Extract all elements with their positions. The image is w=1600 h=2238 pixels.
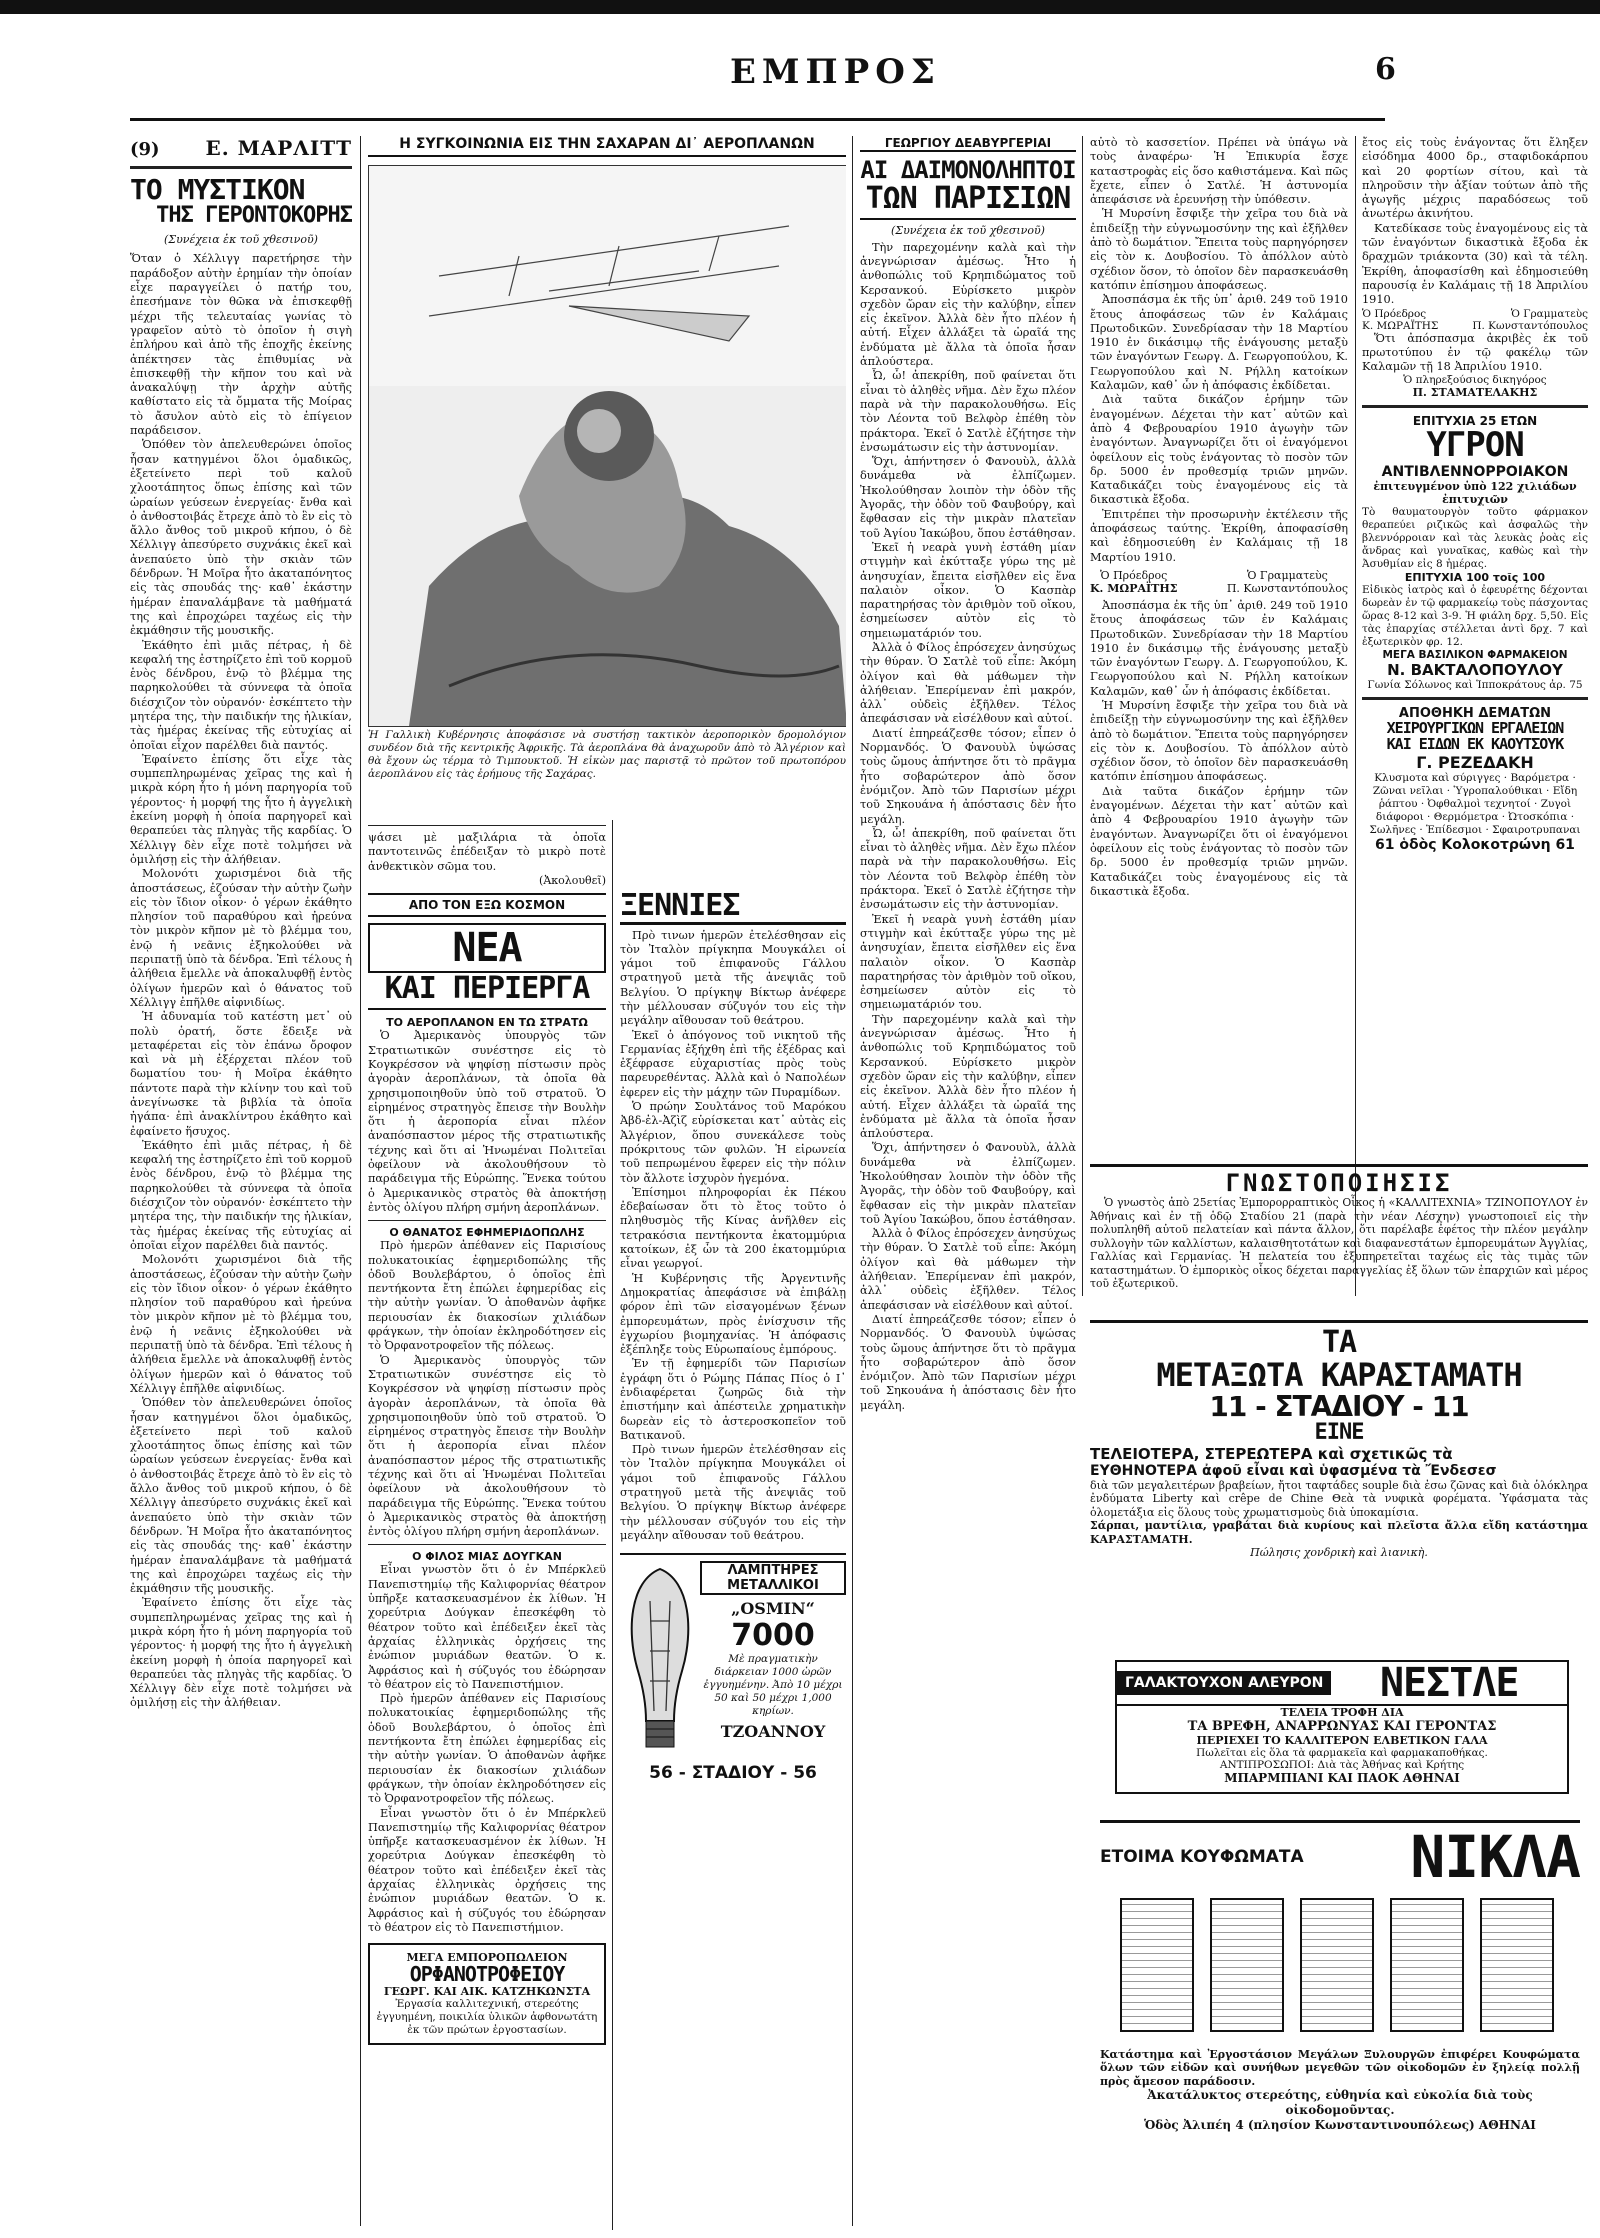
ad-subtitle: ΓΕΩΡΓ. ΚΑΙ ΑΙΚ. ΚΑΤΖΗΚΩΝΣΤΑ [383, 1985, 591, 1999]
nikla-address: Ὁδὸς Ἀλιπέη 4 (πλησίον Κωνσταντινουπόλεως) ΑΘΗΝΑΙ [1144, 2118, 1536, 2133]
serial-paragraph: Μολονότι χωρισμένοι διὰ τῆς ἀποστάσεως, ἐζούσαν τὴν αὐτὴν ζωὴν εἰς τὸν ἴδιον οἶκον· ὁ γέρων ἐκάθητο πλησίον τοῦ παραθύρου καὶ ἠρεύνα τὸν μικρὸν κῆπον μὲ τὸ βλέμμα του, ἐνῷ ἡ νεᾶνις ἐξηκολούθει νὰ περιπατῇ ὑπὸ τὰ δένδρα. Ἐπὶ τέλους ἡ ἀλήθεια ἔμελλε νὰ ἀποκαλυφθῇ ἐντὸς ὀλίγων ἡμερῶν καὶ ὁ θάνατος τοῦ Χέλλιγγ ἐπῆλθε αἰφνιδίως. [130, 867, 352, 1009]
remedy-ad-text: Εἰδικὸς ἰατρὸς καὶ ὁ ἐφευρέτης δέχονται δωρεὰν ἐν τῷ φαρμακείῳ τοὺς πάσχοντας ὥρας 8-12 καὶ 3-9. Ἡ φιάλη δρχ. 5,50. Εἰς τὰς ἐπαρχίας στέλλεται ἀντὶ δρχ. 7 καὶ ἐξωτερικὸν φρ. 12. [1362, 584, 1588, 649]
serial-tag: (9) [130, 139, 160, 160]
surgical-ad-top: ΑΠΟΘΗΚΗ ΔΕΜΑΤΩΝ [1398, 706, 1552, 722]
xennies-paragraph: Ὁ πρώην Σουλτάνος τοῦ Μαρόκου Ἀβδ-ἐλ-Ἀζὶζ εὑρίσκεται κατ᾽ αὐτὰς εἰς Ἀλγέριον, ὅπου συνεκάλεσε τοὺς πρόκριτους τῶν φυλῶν. Ἡ εἰρωνεία τοῦ πεπρωμένου ἔφερεν εἰς τὴν πόλιν τὸν ἄλλοτε ἰσχυρὸν ἡγεμόνα. [620, 1100, 846, 1185]
serial2-paragraph: Ἀλλὰ ὁ Φίλος ἐπρόσεχεν ἀνησύχως τὴν θύραν. Ὁ Σατλὲ τοῦ εἶπε: Ἀκόμη ὀλίγον καὶ θὰ μάθωμεν τὴν ἀλήθειαν. Ἐπερίμεναν ἐπὶ μακρόν, ἀλλ᾽ οὐδεὶς ἐξῆλθεν. Τέλος ἀπεφάσισαν νὰ εἰσέλθουν καὶ αὐτοί. [860, 641, 1076, 726]
serial-author: Ε. ΜΑΡΛΙΤΤ [205, 136, 352, 160]
pharmacy-label: ΜΕΓΑ ΒΑΣΙΛΙΚΟΝ ΦΑΡΜΑΚΕΙΟΝ [1382, 649, 1568, 662]
masthead-rule [130, 118, 1385, 121]
clerk-label: Ὁ Γραμματεὺς [1246, 568, 1328, 582]
clerk-name: Π. Κωνσταντόπουλος [1226, 581, 1348, 595]
rule [368, 1544, 606, 1545]
item-title: Ο ΘΑΝΑΤΟΣ ΕΦΗΜΕΡΙΔΟΠΩΛΗΣ [389, 1226, 585, 1240]
serial-paragraph: Ἐφαίνετο ἐπίσης ὅτι εἶχε τὰς συμπεπληρωμένας χεῖρας της καὶ ἡ μικρὰ κόρη ἦτο ἡ μόνη παρηγορία τοῦ γέροντος· ἡ μορφή της ἦτο ἡ ἀγγελικὴ ἐκείνη μορφὴ ἡ ὁποία παρηγορεῖ καὶ θεραπεύει τὰς πληγὰς τῆς καρδίας. Ὁ Χέλλιγγ δὲν εἶχε ποτὲ τολμήσει νὰ ὁμιλήσῃ εἰς τὴν ἀλήθειαν. [130, 1596, 352, 1710]
lamp-bulb-icon [620, 1561, 700, 1761]
sahara-header: Η ΣΥΓΚΟΙΝΩΝΙΑ ΕΙΣ ΤΗΝ ΣΑΧΑΡΑΝ ΔΙ᾽ ΑΕΡΟΠΛΑΝΩΝ [368, 136, 846, 157]
remedy-ad-text: Τὸ θαυματουργὸν τοῦτο φάρμακον θεραπεύει ριζικῶς καὶ ἀσφαλῶς τὴν βλεννόρροιαν καὶ τὰς λευκὰς ῥοὰς εἰς ἄνδρας καὶ γυναῖκας, καθὼς καὶ τὴν Ἀσυθμίαν εἰς 8 ἡμέρας. [1362, 506, 1588, 571]
item-paragraph: Ὁ Ἀμερικανὸς ὑπουργὸς τῶν Στρατιωτικῶν συνέστησε εἰς τὸ Κογκρέσσον νὰ ψηφίσῃ πίστωσιν πρὸς ἀγορὰν ἀεροπλάνων, τὰ ὁποῖα θὰ χρησιμοποιηθοῦν ὑπὸ τοῦ στρατοῦ. Ὁ εἰρημένος στρατηγὸς ἔπεισε τὴν Βουλὴν ὅτι ἡ ἀεροπορία εἶναι πλέον ἀναπόσπαστον μέρος τῆς στρατιωτικῆς τέχνης καὶ ὅτι αἱ Ἡνωμέναι Πολιτεῖαι ὀφείλουν νὰ ἀκολουθήσουν τὸ παράδειγμα τῆς Εὐρώπης. Ἕνεκα τούτου ὁ Ἀμερικανικὸς στρατὸς θὰ ἀποκτήσῃ ἐντὸς ὀλίγου πλήρη σμήνη ἀεροπλάνων. [368, 1029, 606, 1214]
column-divider [1082, 136, 1083, 1296]
rule [1362, 697, 1588, 700]
lamp-ad-title: ΛΑΜΠΤΗΡΕΣ ΜΕΤΑΛΛΙΚΟΙ [700, 1561, 846, 1595]
door-icon [1390, 1898, 1464, 2032]
serial-title-line2: ΤΗΣ ΓΕΡΟΝΤΟΚΟΡΗΣ [156, 203, 352, 229]
ad-title: ΟΡΦΑΝΟΤΡΟΦΕΙΟΥ [409, 1962, 565, 1987]
clerk-name: Π. Κωνσταντόπουλος [1472, 319, 1588, 332]
serial-column [130, 136, 352, 2226]
nestle-line5: ΑΝΤΙΠΡΟΣΩΠΟΙ: Διὰ τὰς Ἀθήνας καὶ Κρήτης [1219, 1759, 1465, 1771]
rule [130, 166, 352, 169]
item-paragraph: Ὁ Ἀμερικανὸς ὑπουργὸς τῶν Στρατιωτικῶν συνέστησε εἰς τὸ Κογκρέσσον νὰ ψηφίσῃ πίστωσιν πρὸς ἀγορὰν ἀεροπλάνων, τὰ ὁποῖα θὰ χρησιμοποιηθοῦν ὑπὸ τοῦ στρατοῦ. Ὁ εἰρημένος στρατηγὸς ἔπεισε τὴν Βουλὴν ὅτι ἡ ἀεροπορία εἶναι πλέον ἀναπόσπαστον μέρος τῆς στρατιωτικῆς τέχνης καὶ ὅτι αἱ Ἡνωμέναι Πολιτεῖαι ὀφείλουν νὰ ἀκολουθήσουν τὸ παράδειγμα τῆς Εὐρώπης. Ἕνεκα τούτου ὁ Ἀμερικανικὸς στρατὸς θὰ ἀποκτήσῃ ἐντὸς ὀλίγου πλήρη σμήνη ἀεροπλάνων. [368, 1353, 606, 1539]
masthead [0, 52, 1600, 112]
court-paragraph: Διὰ ταῦτα δικάζον ἐρήμην τῶν ἐναγομένων. Δέχεται τὴν κατ᾽ αὐτῶν καὶ ἀπὸ 4 Φεβρουαρίου 1910 ἀγωγὴν τῶν ἐναγόντων. Ἀναγνωρίζει ὅτι οἱ ἐναγόμενοι ὀφείλουν εἰς τοὺς ἐνάγοντας τὸ ποσὸν τῶν δρ. 5000 ἐν προθεσμίᾳ τριῶν μηνῶν. Καταδικάζει τοὺς ἐναγομένους εἰς τὰ δικαστικὰ ἔξοδα. [1090, 784, 1348, 898]
nikla-brand: ΝΙΚΛΑ [1410, 1823, 1580, 1891]
surgical-ad-name: Γ. ΡΕΖΕΔΑΚΗ [1416, 752, 1534, 772]
possessed-column [860, 136, 1076, 2226]
court-paragraph: Ἐπιτρέπει τὴν προσωρινὴν ἐκτέλεσιν τῆς ἀποφάσεως ταύτης. Ἐκρίθη, ἀποφασίσθη καὶ ἐδημοσιεύθη ἐν Καλάμαις τῇ 18 Μαρτίου 1910. [1090, 507, 1348, 564]
ad-text: Ἐργασία καλλιτεχνική, στερεότης ἐγγυημένη, ποικιλία ὑλικῶν ἀφθονωτάτη ἐκ τῶν πρώτων ἐργοστασίων. [376, 1998, 598, 2037]
kar-line8: Σάρπαι, μαντίλια, γραβάται διὰ κυρίους καὶ πλεῖστα ἄλλα εἴδη κατάστημα ΚΑΡΑΣΤΑΜΑΤΗ. [1090, 1519, 1588, 1546]
rule [368, 1220, 606, 1221]
serial2-title-line1: ΑΙ ΔΑΙΜΟΝΟΛΗΠΤΟΙ [860, 156, 1076, 184]
president-name: Κ. ΜΩΡΑΪΤΗΣ [1090, 581, 1178, 595]
doors-illustration [1100, 1898, 1580, 2048]
door-icon [1120, 1898, 1194, 2032]
ads-column [1362, 136, 1588, 1286]
karastamati-ad [1090, 1320, 1588, 1633]
xennies-paragraph: Ἡ Κυβέρνησις τῆς Ἀργεντινῆς Δημοκρατίας ἀπεφάσισε νὰ ἐπιβάλῃ φόρον ἐπὶ τῶν εἰσαγομένων ξένων ἐμπορευμάτων, πρὸς ἐνίσχυσιν τῆς ἐγχωρίου βιομηχανίας. Ἡ ἀπόφασις ἐξέπληξε τοὺς Εὐρωπαίους ἐμπόρους. [620, 1271, 846, 1357]
court-signatures [1362, 308, 1588, 332]
remedy-ad-line: ἐπιτευγμένον ὑπὸ 122 χιλιάδων ἐπιτυχιῶν [1373, 480, 1577, 507]
kar-line2: ΜΕΤΑΞΩΤΑ ΚΑΡΑΣΤΑΜΑΤΗ [1156, 1355, 1522, 1394]
door-icon [1300, 1898, 1374, 2032]
kar-line4: ΕΙΝΕ [1314, 1420, 1364, 1446]
serial2-paragraph: Ἀλλὰ ὁ Φίλος ἐπρόσεχεν ἀνησύχως τὴν θύραν. Ὁ Σατλὲ τοῦ εἶπε: Ἀκόμη ὀλίγον καὶ θὰ μάθωμεν τὴν ἀλήθειαν. Ἐπερίμεναν ἐπὶ μακρόν, ἀλλ᾽ οὐδεὶς ἐξῆλθεν. Τέλος ἀπεφάσισαν νὰ εἰσέλθουν καὶ αὐτοί. [860, 1227, 1076, 1312]
nestle-line1: ΤΕΛΕΙΑ ΤΡΟΦΗ ΔΙΑ [1280, 1706, 1404, 1719]
item-paragraph: Πρὸ ἡμερῶν ἀπέθανεν εἰς Παρισίους πολυκατοικίας ἐφημεριδοπώλης τῆς ὁδοῦ Βουλεβάρτου, ὁ ὁποῖος ἐπὶ πεντήκοντα ἔτη ἐπώλει ἐφημερίδας εἰς τὴν αὐτὴν γωνίαν. Ὁ ἀποθανὼν ἀφῆκε περιουσίαν ἐκ διακοσίων χιλιάδων φράγκων, τὴν ὁποίαν ἐκληροδότησεν εἰς τὸ Ὀρφανοτροφεῖον τῆς πόλεως. [368, 1239, 606, 1353]
serial2-paragraph: Ὦ, ὦ! ἀπεκρίθη, ποῦ φαίνεται ὅτι εἶναι τὸ ἀληθὲς νῆμα. Δὲν ἔχω πλέον παρὰ νὰ τὴν παρακολουθήσω. Εἰς τὸν Λέοντα τοῦ Βελφὸρ ἐπέθη τὸν πράκτορα. Ἐκεῖ ὁ Σατλὲ ἐζήτησε τὴν ἐνσωμάτωσιν εἰς τὴν ἀστυνομίαν. [860, 826, 1076, 912]
xennies-paragraph: Πρὸ τινων ἡμερῶν ἐτελέσθησαν εἰς τὸν Ἰταλὸν πρίγκηπα Μουγκάλει οἱ γάμοι τοῦ ἐπιφανοῦς Γάλλου στρατηγοῦ μετὰ τῆς ἀνεψιᾶς τοῦ Βελγίου. Ὁ πρίγκηψ Βίκτωρ ἀνέφερε τὴν μέλλουσαν σύζυγόν του εἰς τὴν μεγάλην αἴθουσαν τοῦ θεάτρου. [620, 928, 846, 1028]
court-column [1090, 136, 1348, 1286]
serial2-title-line2: ΤΩΝ ΠΑΡΙΣΙΩΝ [860, 183, 1076, 220]
notice-text: Ὁ γνωστὸς ἀπὸ 25ετίας Ἐμπορορραπτικὸς Οἶκος ἡ «ΚΑΛΛΙΤΕΧΝΙΑ» ΤΖΙΝΟΠΟΥΛΟΥ ἐν Ἀθήναις καὶ ἐν τῇ ὁδῷ Σταδίου 21 (παρὰ τὴν νέαν Λέσχην) γνωστοποιεῖ εἰς τὴν πολυπληθῆ αὐτοῦ πελατείαν καὶ πάντα ἄλλον, ὅτι παρέλαβε ἐφέτος τὴν πλέον μεγάλην συλλογὴν τῶν καλλίστων, καλαισθητοτάτων καὶ διαφανεστάτων ἐμπορευμάτων Ἀγγλίας, Γαλλίας καὶ Γερμανίας. Ἡ πελατεία του ἐξυπηρετεῖται ταχέως εἰς τὰς τιμὰς τῶν καταστημάτων. Ὁ ἐμπορικὸς οἶκος δέχεται παραγγελίας ἐξ ὅλων τῶν ἐπαρχιῶν καὶ μέρος τοῦ ἐξωτερικοῦ. [1090, 1196, 1588, 1291]
xennies-paragraph: Ἐπίσημοι πληροφορίαι ἐκ Πέκου ἐδεβαίωσαν ὅτι τὸ ἔτος τοῦτο ὁ πληθυσμὸς τῆς Κίνας ἀνῆλθεν εἰς τετρακόσια πεντήκοντα ἑκατομμύρια κατοίκων, ἐξ ὧν τὰ 200 ἑκατομμύρια εἶναι γεωργοί. [620, 1185, 846, 1271]
door-icon [1210, 1898, 1284, 2032]
item-title: Ο ΦΙΛΟΣ ΜΙΑΣ ΔΟΥΓΚΑΝ [412, 1550, 562, 1564]
xennies-paragraph: Πρὸ τινων ἡμερῶν ἐτελέσθησαν εἰς τὸν Ἰταλὸν πρίγκηπα Μουγκάλει οἱ γάμοι τοῦ ἐπιφανοῦς Γάλλου στρατηγοῦ μετὰ τῆς ἀνεψιᾶς τοῦ Βελγίου. Ὁ πρίγκηψ Βίκτωρ ἀνέφερε τὴν μέλλουσαν σύζυγόν του εἰς τὴν μεγάλην αἴθουσαν τοῦ θεάτρου. [620, 1443, 846, 1542]
nikla-ad [1100, 1820, 1580, 2223]
orphanage-ad [368, 1943, 606, 2045]
lamp-brand: „OSMIN“ [731, 1599, 815, 1619]
lamp-seller: ΤΖΟΑΝΝΟΥ [720, 1722, 826, 1742]
nestle-line2: ΤΑ ΒΡΕΦΗ, ΑΝΑΡΡΩΝΥΑΣ ΚΑΙ ΓΕΡΟΝΤΑΣ [1187, 1719, 1497, 1734]
nikla-left: ΕΤΟΙΜΑ ΚΟΥΦΩΜΑΤΑ [1100, 1847, 1304, 1868]
court-paragraph: ἔτος εἰς τοὺς ἐνάγοντας ὅτι ἔληξεν εἰσόδημα 4000 δρ., σταφιδοκάρπου καὶ 20 φορτίων σίτου, καὶ τὰ πληροῦσιν τὴν ἀξίαν τούτων ἀπὸ τῆς ἀγωγῆς μέχρις παραδόσεως τοῦ ἀνωτέρω ἀκινήτου. [1362, 136, 1588, 221]
item-paragraph: Πρὸ ἡμερῶν ἀπέθανεν εἰς Παρισίους πολυκατοικίας ἐφημεριδοπώλης τῆς ὁδοῦ Βουλεβάρτου, ὁ ὁποῖος ἐπὶ πεντήκοντα ἔτη ἐπώλει ἐφημερίδας εἰς τὴν αὐτὴν γωνίαν. Ὁ ἀποθανὼν ἀφῆκε περιουσίαν ἐκ διακοσίων χιλιάδων φράγκων, τὴν ὁποίαν ἐκληροδότησεν εἰς τὸ Ὀρφανοτροφεῖον τῆς πόλεως. [368, 1692, 606, 1806]
serial2-paragraph: Ἐκεῖ ἡ νεαρὰ γυνὴ ἐστάθη μίαν στιγμὴν καὶ ἐκύτταξε γύρω της μὲ ἀνησυχίαν, ἔπειτα εἰσῆλθεν εἰς ἕνα παλαιὸν οἶκον. Ὁ Κασπὰρ παρατηρήσας τὸν ἀριθμὸν τοῦ οἴκου, ἐσημείωσεν αὐτὸν εἰς τὸ σημειωματάριόν του. [860, 912, 1076, 1012]
kar-line9: Πώλησις χονδρικὴ καὶ λιανικὴ. [1250, 1546, 1428, 1560]
court-paragraph: Κατεδίκασε τοὺς ἐναγομένους εἰς τὰ τῶν ἐναγόντων δικαστικὰ ἔξοδα ἐκ δραχμῶν τριάκοντα (30) καὶ τὰ τέλη. Ἐκρίθη, ἀποφασίσθη καὶ ἐδημοσιεύθη παρουσίᾳ ἐν Καλάμαις τῇ 18 Ἀπριλίου 1910. [1362, 221, 1588, 307]
newspaper-title: ΕΜΠΡΟΣ [730, 52, 941, 92]
page-number: 6 [1375, 52, 1396, 87]
nestle-ad [1115, 1660, 1569, 1794]
illustration-caption: Ἡ Γαλλικὴ Κυβέρνησις ἀποφάσισε νὰ συστήσῃ τακτικὸν ἀεροπορικὸν δρομολόγιον συνδέον διὰ τῆς κεντρικῆς Ἀφρικῆς. Τὰ ἀεροπλάνα θὰ ἀναχωροῦν ἀπὸ τὸ Ἀλγέριον καὶ θὰ ἔχουν ὡς τέρμα τὸ Τιμπουκτοῦ. Ἡ εἰκὼν μας παριστᾷ τὸ πρῶτον τοῦ πρωτοπόρου ἀεροπλάνου εἰς τὰς ἐρήμους τῆς Σαχάρας. [368, 729, 846, 780]
lamp-ad [620, 1553, 846, 1761]
item-paragraph: Εἶναι γνωστὸν ὅτι ὁ ἐν Μπέρκλεϋ Πανεπιστημίῳ τῆς Καλιφορνίας θέατρον ὑπῆρξε κατασκευασμένον ἐκ λίθων. Ἡ χορεύτρια Δούγκαν ἐπεσκέφθη τὸ θέατρον τοῦτο καὶ ἐπέδειξεν ἐκεῖ τὰς ἀρχαίας ἑλληνικὰς ὀρχήσεις της ἐνώπιον μυριάδων θεατῶν. Ὁ κ. Ἀφράσιος καὶ ἡ σύζυγός του ἐδώρησαν τὸ θέατρον εἰς τὸ Πανεπιστήμιον. [368, 1806, 606, 1934]
lamp-address: 56 - ΣΤΑΔΙΟΥ - 56 [649, 1763, 817, 1784]
clerk-label: Ὁ Γραμματεὺς [1510, 307, 1588, 320]
rule [1362, 405, 1588, 408]
president-name: Κ. ΜΩΡΑΪΤΗΣ [1362, 319, 1439, 332]
xennies-title: ΞΕΝΝΙΕΣ [620, 890, 846, 925]
item-title: ΤΟ ΑΕΡΟΠΛΑΝΟΝ ΕΝ ΤΩ ΣΤΡΑΤΩ [386, 1016, 588, 1030]
ad-header: ΜΕΓΑ ΕΜΠΟΡΟΠΩΛΕΙΟΝ [406, 1951, 568, 1965]
court-signatures [1090, 569, 1348, 595]
serial-paragraph: Ἡ ἀδυναμία τοῦ κατέστη μετ᾽ οὐ πολὺ ὁρατή, ὅστε ἔδειξε νὰ μεταφέρεται εἰς τὸν ἐπάνω ὄροφον καὶ νὰ μὴ ἐξέρχεται πλέον τοῦ δωματίου του· ἡ Μοῖρα ἐκάθητο πάντοτε παρὰ τὴν κλίνην του καὶ τοῦ ἀνεγίνωσκε τὰ βιβλία τὰ ὁποῖα ἠγάπα· ἐπὶ ἀνακλίντρου ἐκάθητο καὶ ἐφαίνετο ἥσυχος. [130, 1010, 352, 1138]
serial-paragraph: Μολονότι χωρισμένοι διὰ τῆς ἀποστάσεως, ἐζούσαν τὴν αὐτὴν ζωὴν εἰς τὸν ἴδιον οἶκον· ὁ γέρων ἐκάθητο πλησίον τοῦ παραθύρου καὶ ἠρεύνα τὸν μικρὸν κῆπον μὲ τὸ βλέμμα του, ἐνῷ ἡ νεᾶνις ἐξηκολούθει νὰ περιπατῇ ὑπὸ τὰ δένδρα. Ἐπὶ τέλους ἡ ἀλήθεια ἔμελλε νὰ ἀποκαλυφθῇ ἐντὸς ὀλίγων ἡμερῶν καὶ ὁ θάνατος τοῦ Χέλλιγγ ἐπῆλθε αἰφνιδίως. [130, 1253, 352, 1395]
world-news-column [368, 820, 606, 2230]
nestle-line3: ΠΕΡΙΕΧΕΙ ΤΟ ΚΑΛΛΙΤΕΡΟΝ ΕΛΒΕΤΙΚΟΝ ΓΑΛΑ [1196, 1734, 1488, 1747]
serial-paragraph: Ἐκάθητο ἐπὶ μιᾶς πέτρας, ἡ δὲ κεφαλή της ἐστηρίζετο ἐπὶ τοῦ κορμοῦ ἑνὸς δένδρου, ἐνῷ τὸ βλέμμα της παρηκολούθει τὰ σύννεφα τὰ ὁποῖα διέσχιζον τὸν οὐρανόν· ἐσκέπτετο τὴν μητέρα της, τὴν παιδικήν της ἡλικίαν, τὰς ἡμέρας ἐκείνας τῆς εὐτυχίας αἱ ὁποῖαι εἶχον παρέλθει διὰ παντός. [130, 638, 352, 752]
court-paragraph: Ἡ Μυρσίνη ἔσφιξε τὴν χεῖρα του διὰ νὰ ἐπιδείξῃ τὴν εὐγνωμοσύνην της καὶ ἐξῆλθεν ἀπὸ τὸ δωμάτιον. Ἔπειτα τοὺς παρηγόρησεν εἰς τὸν κ. Δουβοσίου. Τὸ ἀπόλλον αὐτὸ σχέδιον ὅσον, τὸ ὁποῖον δὲν παρασκευάσθη κατόπιν ἐπίσημου ἀποφάσεως. [1090, 207, 1348, 292]
surgical-ad-items: Κλυσμοτα καὶ σύριγγες · Βαρόμετρα · Ζῶναι νεῖλαι · Ὑγροπαλούθικαι · Εἴδη ῥάπτου · Ὀφθαλμοὶ τεχνητοί · Ζυγοὶ διάφοροι · Θερμόμετρα · Ὠτοσκόπια · Σωλῆνες · Ἑπίδεσμοι · Σφαιροτρυπαναι [1369, 771, 1581, 836]
serial2-paragraph: Διατί ἐπηρεάζεσθε τόσον; εἶπεν ὁ Νορμανδός. Ὁ Φανουὺλ ὑψώσας τοὺς ὤμους ἀπήντησε ὅτι τὸ πρᾶγμα ἦτο σοβαρώτερον ἀπὸ ὅσον ἐνόμιζον. Ἀπὸ τῶν Παρισίων μέχρι τοῦ Σηκουάνα ἡ ἀπόστασις δὲν ἦτο μεγάλη. [860, 1312, 1076, 1412]
serial-paragraph: Ὁπόθεν τὸν ἀπελευθερώνει ὁποῖος ἦσαν κατηγμένοι ὅλοι ὁμαδικῶς, ἐξετείνετο περὶ τοῦ καλοῦ χλοοτάπητος ὅπως ἐπίσης καὶ τῶν ὡραίων γεύσεων ἐνεργείας· ἔνθα καὶ ὁ ἀνθοστοιβάς ἔτρεχε ἀπὸ τὸ ἓν εἰς τὸ ἄλλο ἄνθος τοῦ μικροῦ κήπου, ὁ δὲ Χέλλιγγ ἀπεσύρετο συχνάκις ἐκεῖ καὶ ἀνεπαύετο ὑπὸ τὴν σκιὰν τῶν δένδρων. Ἡ Μοῖρα ἦτο ἀκαταπόνητος εἰς τὰς σπουδάς της· καθ᾽ ἑκάστην ἡμέραν ἐπαναλάμβανε τὰ μαθήματά της καὶ ἐπροχώρει ταχέως εἰς τὴν ἐκμάθησιν τῆς μουσικῆς. [130, 438, 352, 638]
copy-note: Ὅτι ἀπόσπασμα ἀκριβὲς ἐκ τοῦ πρωτοτύπου ἐν τῷ φακέλῳ τῶν Καλαμῶν τῇ 18 Ἀπριλίου 1910. [1362, 331, 1588, 374]
item-paragraph: Εἶναι γνωστὸν ὅτι ὁ ἐν Μπέρκλεϋ Πανεπιστημίῳ τῆς Καλιφορνίας θέατρον ὑπῆρξε κατασκευασμένον ἐκ λίθων. Ἡ χορεύτρια Δούγκαν ἐπεσκέφθη τὸ θέατρον τοῦτο καὶ ἐπέδειξεν ἐκεῖ τὰς ἀρχαίας ἑλληνικὰς ὀρχήσεις της ἐνώπιον μυριάδων θεατῶν. Ὁ κ. Ἀφράσιος καὶ ἡ σύζυγός του ἐδώρησαν τὸ θέατρον εἰς τὸ Πανεπιστήμιον. [368, 1563, 606, 1691]
serial2-paragraph: Ὦ, ὦ! ἀπεκρίθη, ποῦ φαίνεται ὅτι εἶναι τὸ ἀληθὲς νῆμα. Δὲν ἔχω πλέον παρὰ νὰ τὴν παρακολουθήσω. Εἰς τὸν Λέοντα τοῦ Βελφὸρ ἐπέθη τὸν πράκτορα. Ἐκεῖ ὁ Σατλὲ ἐζήτησε τὴν ἐνσωμάτωσιν εἰς τὴν ἀστυνομίαν. [860, 369, 1076, 454]
xennies-paragraph: Ἐν τῇ ἐφημερίδι τῶν Παρισίων ἐγράφη ὅτι ὁ Ρώμης Πάπας Πίος ὁ Ι᾽ ἐνδιαφέρεται ζωηρῶς διὰ τὴν ἐπιστήμην καὶ ἀπέστειλε χρηματικὴν δωρεὰν εἰς τὸ ἀστεροσκοπεῖον τοῦ Βατικανοῦ. [620, 1357, 846, 1442]
nikla-text2: Ἀκατάλυκτος στερεότης, εὐθηνία καὶ εὐκολία διὰ τοὺς οἰκοδομοῦντας. [1147, 2088, 1533, 2118]
column-divider [612, 820, 613, 2230]
pharmacy-name: Ν. ΒΑΚΤΑΛΟΠΟΥΛΟΥ [1387, 661, 1563, 680]
court-paragraph: Ἀποσπάσμα ἐκ τῆς ὑπ᾽ ἀριθ. 249 τοῦ 1910 ἔτους ἀποφάσεως τῶν ἐν Καλάμαις Πρωτοδικῶν. Συνεδρίασαν τὴν 18 Μαρτίου 1910 ἐν δικάσιμῳ τῆς ἐνάγουσης μεταξὺ τῶν ἐναγόντων Γεωργ. Δ. Γεωργοπούλου, Κ. Γεωργοπούλου καὶ Ν. Ρήλλη κατοίκων Καλαμῶν, καθ᾽ ὧν ἡ ἀπόφασις ἐκδίδεται. [1090, 293, 1348, 393]
president-label: Ὁ Πρόεδρος [1100, 568, 1168, 582]
remedy-ad-subtitle: ΑΝΤΙΒΛΕΝΝΟΡΡΟΙΑΚΟΝ [1381, 464, 1569, 481]
serial-continuation: (Συνέχεια ἐκ τοῦ χθεσινοῦ) [164, 233, 318, 247]
kar-line3: 11 - ΣΤΑΔΙΟΥ - 11 [1209, 1390, 1469, 1424]
kar-line6: ΕΥΘΗΝΟΤΕΡΑ ἀφοῦ εἶναι καὶ ὑφασμένα τὰ Ἔνδεσεσ [1090, 1462, 1497, 1479]
door-icon [1480, 1898, 1554, 2032]
nestle-line6: ΜΠΑΡΜΠΙΑΝΙ ΚΑΙ ΠΑΟΚ ΑΘΗΝΑΙ [1224, 1771, 1460, 1785]
serial-paragraph: Ἐκάθητο ἐπὶ μιᾶς πέτρας, ἡ δὲ κεφαλή της ἐστηρίζετο ἐπὶ τοῦ κορμοῦ ἑνὸς δένδρου, ἐνῷ τὸ βλέμμα της παρηκολούθει τὰ σύννεφα τὰ ὁποῖα διέσχιζον τὸν οὐρανόν· ἐσκέπτετο τὴν μητέρα της, τὴν παιδικήν της ἡλικίαν, τὰς ἡμέρας ἐκείνας τῆς εὐτυχίας αἱ ὁποῖαι εἶχον παρέλθει διὰ παντός. [130, 1138, 352, 1252]
nestle-left: ΓΑΛΑΚΤΟΥΧΟΝ ΑΛΕΥΡΟΝ [1117, 1671, 1331, 1695]
serial2-author: ΓΕΩΡΓΙΟΥ ΔΕΑΒΥΡΓΕΡΙΑΙ [860, 136, 1076, 152]
top-border [0, 0, 1600, 14]
remedy-ad-mid: ΕΠΙΤΥΧΙΑ 100 τοῖς 100 [1404, 571, 1546, 585]
serial2-paragraph: Ὅχι, ἀπήντησεν ὁ Φανουὺλ, ἀλλὰ δυνάμεθα νὰ ἐλπίζωμεν. Ἠκολούθησαν λοιπὸν τὴν ὁδὸν τῆς Ἀγορᾶς, τὴν ὁδὸν τοῦ Φαυβούργ, καὶ ἔφθασαν εἰς τὴν μικρὰν πλατεῖαν τοῦ Ἀγίου Ἰακώβου, ὅπου ἐστάθησαν. [860, 1141, 1076, 1226]
serial2-paragraph: Ἐκεῖ ἡ νεαρὰ γυνὴ ἐστάθη μίαν στιγμὴν καὶ ἐκύτταξε γύρω της μὲ ἀνησυχίαν, ἔπειτα εἰσῆλθεν εἰς ἕνα παλαιὸν οἶκον. Ὁ Κασπὰρ παρατηρήσας τὸν ἀριθμὸν τοῦ οἴκου, ἐσημείωσεν αὐτὸν εἰς τὸ σημειωματάριόν του. [860, 540, 1076, 640]
court-paragraph: αὐτὸ τὸ κασσετίον. Πρέπει νὰ ὑπάγω νὰ τοὺς ἀναφέρω· Ἡ Ἐπικυρία ἔσχε καταστροφὰς εἰς ὅσο καθιστάμενα. Καὶ πῶς ἔχετε, εἶπεν ὁ Σατλέ. Ἡ ἀστυνομία ἀπεφάσισε νὰ ἐρευνήσῃ τὴν ὑπόθεσιν. [1090, 136, 1348, 207]
rule [368, 825, 606, 826]
kar-line5: ΤΕΛΕΙΟΤΕΡΑ, ΣΤΕΡΕΩΤΕΡΑ καὶ σχετικῶς τὰ [1090, 1444, 1453, 1463]
surgical-ad-address: 61 ὁδὸς Κολοκοτρώνη 61 [1375, 836, 1575, 853]
sahara-illustration [368, 165, 846, 725]
kar-line1: ΤΑ [1321, 1325, 1357, 1360]
court-paragraph: Ἀποσπάσμα ἐκ τῆς ὑπ᾽ ἀριθ. 249 τοῦ 1910 ἔτους ἀποφάσεως τῶν ἐν Καλάμαις Πρωτοδικῶν. Συνεδρίασαν τὴν 18 Μαρτίου 1910 ἐν δικάσιμῳ τῆς ἐνάγουσης μεταξὺ τῶν ἐναγόντων Γεωργ. Δ. Γεωργοπούλου, Κ. Γεωργοπούλου καὶ Ν. Ρήλλη κατοίκων Καλαμῶν, καθ᾽ ὧν ἡ ἀπόφασις ἐκδίδεται. [1090, 598, 1348, 698]
notice-block [1090, 1164, 1588, 1317]
nestle-brand: ΝΕΣΤΛΕ [1379, 1660, 1519, 1706]
lamp-text: Μὲ πραγματικὴν διάρκειαν 1000 ὡρῶν ἐγγυημένην. Ἀπὸ 10 μέχρι 50 καὶ 50 μέχρι 1,000 κηρίων. [703, 1653, 843, 1718]
nestle-line4: Πωλεῖται εἰς ὅλα τὰ φαρμακεῖα καὶ φαρμακαποθήκας. [1196, 1747, 1488, 1759]
continuation-text: ψάσει μὲ μαξιλάρια τὰ ὁποῖα παντοτεινῶς ἐπέδειξαν τὸ μικρὸ ποτὲ ἀνθεκτικὸν σῶμα του. [368, 831, 606, 873]
serial2-paragraph: Τὴν παρεχομένην καλὰ καὶ τὴν ἀνεγνώρισαν ἀμέσως. Ἦτο ἡ ἀνθοπώλις τοῦ Κρηπιδώματος τοῦ Κερσανκού. Εὑρίσκετο μικρὸν σχεδὸν ὥραν εἰς τὴν καλύβην, εἶπεν εἰς ἐκεῖνον. Ἀλλὰ δὲν ἦτο πλέον ἡ αὐτή. Εἶχεν ἀλλάξει τὰ ὡραῖά της ἐνδύματα μὲ ἄλλα τὰ ὁποῖα ἦσαν ἁπλούστερα. [860, 1012, 1076, 1141]
nikla-text1: Κατάστημα καὶ Ἐργοστάσιον Μεγάλων Ξυλουργῶν ἐπιφέρει Κουφώματα ὅλων τῶν εἰδῶν καὶ συνήθων μεγεθῶν τῶν οἰκοδομῶν ἐν ξηλείᾳ πολλῇ πρὸς ἄμεσον παράδοσιν. [1100, 2047, 1580, 2088]
serial2-paragraph: Τὴν παρεχομένην καλὰ καὶ τὴν ἀνεγνώρισαν ἀμέσως. Ἦτο ἡ ἀνθοπώλις τοῦ Κρηπιδώματος τοῦ Κερσανκού. Εὑρίσκετο μικρὸν σχεδὸν ὥραν εἰς τὴν καλύβην, εἶπεν εἰς ἐκεῖνον. Ἀλλὰ δὲν ἦτο πλέον ἡ αὐτή. Εἶχεν ἀλλάξει τὰ ὡραῖά της ἐνδύματα μὲ ἄλλα τὰ ὁποῖα ἦσαν ἁπλούστερα. [860, 240, 1076, 369]
serial2-continuation: (Συνέχεια ἐκ τοῦ χθεσινοῦ) [891, 223, 1045, 237]
notice-title: ΓΝΩΣΤΟΠΟΙΗΣΙΣ [1225, 1169, 1453, 1197]
serial-paragraph: Ἐφαίνετο ἐπίσης ὅτι εἶχε τὰς συμπεπληρωμένας χεῖρας της καὶ ἡ μικρὰ κόρη ἦτο ἡ μόνη παρηγορία τοῦ γέροντος· ἡ μορφή της ἦτο ἡ ἀγγελικὴ ἐκείνη μορφὴ ἡ ὁποία παρηγορεῖ καὶ θεραπεύει τὰς πληγὰς τῆς καρδίας. Ὁ Χέλλιγγ δὲν εἶχε ποτὲ τολμήσει νὰ ὁμιλήσῃ εἰς τὴν ἀλήθειαν. [130, 752, 352, 866]
serial-paragraph: Ὁπόθεν τὸν ἀπελευθερώνει ὁποῖος ἦσαν κατηγμένοι ὅλοι ὁμαδικῶς, ἐξετείνετο περὶ τοῦ καλοῦ χλοοτάπητος ὅπως ἐπίσης καὶ τῶν ὡραίων γεύσεων ἐνεργείας· ἔνθα καὶ ὁ ἀνθοστοιβάς ἔτρεχε ἀπὸ τὸ ἓν εἰς τὸ ἄλλο ἄνθος τοῦ μικροῦ κήπου, ὁ δὲ Χέλλιγγ ἀπεσύρετο συχνάκις ἐκεῖ καὶ ἀνεπαύετο ὑπὸ τὴν σκιὰν τῶν δένδρων. Ἡ Μοῖρα ἦτο ἀκαταπόνητος εἰς τὰς σπουδάς της· καθ᾽ ἑκάστην ἡμέραν ἐπαναλάμβανε τὰ μαθήματά της καὶ ἐπροχώρει ταχέως εἰς τὴν ἐκμάθησιν τῆς μουσικῆς. [130, 1396, 352, 1596]
serial-title-line1: ΤΟ ΜΥΣΤΙΚΟΝ [130, 173, 305, 206]
illustration-image [368, 165, 846, 727]
lawyer-label: Ὁ πληρεξούσιος δικηγόρος [1403, 374, 1547, 387]
column-divider [360, 136, 361, 2226]
nea-title: ΝΕΑ [368, 923, 606, 973]
lamp-price: 7000 [731, 1618, 815, 1654]
world-section-header: ΑΠΟ ΤΟΝ ΕΞΩ ΚΟΣΜΟΝ [368, 893, 606, 917]
remedy-ad-title: ΥΓΡΟΝ [1426, 425, 1524, 466]
court-paragraph: Διὰ ταῦτα δικάζον ἐρήμην τῶν ἐναγομένων. Δέχεται τὴν κατ᾽ αὐτῶν καὶ ἀπὸ 4 Φεβρουαρίου 1910 ἀγωγὴν τῶν ἐναγόντων. Ἀναγνωρίζει ὅτι οἱ ἐναγόμενοι ὀφείλουν εἰς τοὺς ἐνάγοντας τὸ ποσὸν τῶν δρ. 5000 ἐν προθεσμίᾳ τριῶν μηνῶν. Καταδικάζει τοὺς ἐναγομένους εἰς τὰ δικαστικὰ ἔξοδα. [1090, 393, 1348, 507]
serial2-paragraph: Διατί ἐπηρεάζεσθε τόσον; εἶπεν ὁ Νορμανδός. Ὁ Φανουὺλ ὑψώσας τοὺς ὤμους ἀπήντησε ὅτι τὸ πρᾶγμα ἦτο σοβαρώτερον ἀπὸ ὅσον ἐνόμιζον. Ἀπὸ τῶν Παρισίων μέχρι τοῦ Σηκουάνα ἡ ἀπόστασις δὲν ἦτο μεγάλη. [860, 726, 1076, 826]
column-divider [1355, 136, 1356, 1296]
court-paragraph: Ἡ Μυρσίνη ἔσφιξε τὴν χεῖρα του διὰ νὰ ἐπιδείξῃ τὴν εὐγνωμοσύνην της καὶ ἐξῆλθεν ἀπὸ τὸ δωμάτιον. Ἔπειτα τοὺς παρηγόρησεν εἰς τὸν κ. Δουβοσίου. Τὸ ἀπόλλον αὐτὸ σχέδιον ὅσον, τὸ ὁποῖον δὲν παρασκευάσθη κατόπιν ἐπίσημου ἀποφάσεως. [1090, 698, 1348, 784]
nea-subtitle: ΚΑΙ ΠΕΡΙΕΡΓΑ [368, 973, 606, 1011]
president-label: Ὁ Πρόεδρος [1362, 307, 1427, 320]
xennies-column [620, 890, 846, 2230]
aeroplane-lion-drawing [369, 166, 846, 726]
to-follow: (Ἀκολουθεῖ) [539, 873, 606, 887]
remedy-ad-top: ΕΠΙΤΥΧΙΑ 25 ΕΤΩΝ [1412, 414, 1538, 429]
lawyer-name: Π. ΣΤΑΜΑΤΕΛΑΚΗΣ [1412, 386, 1538, 400]
pharmacy-address: Γωνία Σόλωνος καὶ Ἱπποκράτους ἀρ. 75 [1367, 679, 1583, 692]
column-divider [852, 136, 853, 2226]
surgical-ad-title: ΧΕΙΡΟΥΡΓΙΚΩΝ ΕΡΓΑΛΕΙΩΝ [1386, 719, 1564, 738]
kar-line7: διὰ τῶν μεγαλειτέρων βραβείων, ἤτοι ταφτάδες souple διὰ ἐσω ζῶνας καὶ διὰ ὁλόκληρα ἐνδύματα Liberty καὶ crêpe de Chine Θεὰ τὰ νυφικὰ φορέματα. Ὑφάσματα τὰς ὁλομετάξια εἰς ὅλους τοὺς χρωματισμοὺς διὰ ὑποκαμίσια. [1090, 1478, 1588, 1519]
serial-paragraph: Ὅταν ὁ Χέλλιγγ παρετήρησε τὴν παράδοξον αὐτὴν ἐρημίαν τὴν ὁποίαν εἶχε παραγγείλει ὁ πατήρ του, ἐπεσήμανε τὸν θῶκα νὰ ἐπισκεφθῇ μέχρι τῆς τελευταίας γωνίας τὸ γραφεῖον αὐτὸ τὸ ὁποῖον ἡ σιγὴ ἐπλήρου καὶ ἀπὸ τῆς ἐποχῆς ἐκείνης ἀπέκτησεν τὰς ἐπιθυμίας νὰ ἐπισκεφθῇ τὴν κῆπον του καὶ νὰ ἀνακαλύψῃ τὴν ἀρχὴν αὐτῆς καθίστατο εἰς τὰ ὄμματα τῆς Μοίρας τὸ ἄσυλον αὐτὸ εἰς τὸ ἐπίγειον παράδεισον. [130, 252, 352, 438]
serial2-paragraph: Ὅχι, ἀπήντησεν ὁ Φανουὺλ, ἀλλὰ δυνάμεθα νὰ ἐλπίζωμεν. Ἠκολούθησαν λοιπὸν τὴν ὁδὸν τῆς Ἀγορᾶς, τὴν ὁδὸν τοῦ Φαυβούργ, καὶ ἔφθασαν εἰς τὴν μικρὰν πλατεῖαν τοῦ Ἀγίου Ἰακώβου, ὅπου ἐστάθησαν. [860, 455, 1076, 540]
surgical-ad-subtitle: ΚΑΙ ΕΙΔΩΝ ΕΚ ΚΑΟΥΤΣΟΥΚ [1386, 734, 1564, 753]
xennies-paragraph: Ἐκεῖ ὁ ἀπόγονος τοῦ νικητοῦ τῆς Γερμανίας ἐξήχθη ἐπὶ τῆς ἐξέδρας καὶ ἐξέφρασε εὐχαριστίας πρὸς τοὺς παρευρεθέντας. Ἀλλὰ καὶ ὁ Ναπολέων ἐφερεν εἰς τὴν μάχην τῶν Πυραμίδων. [620, 1028, 846, 1099]
